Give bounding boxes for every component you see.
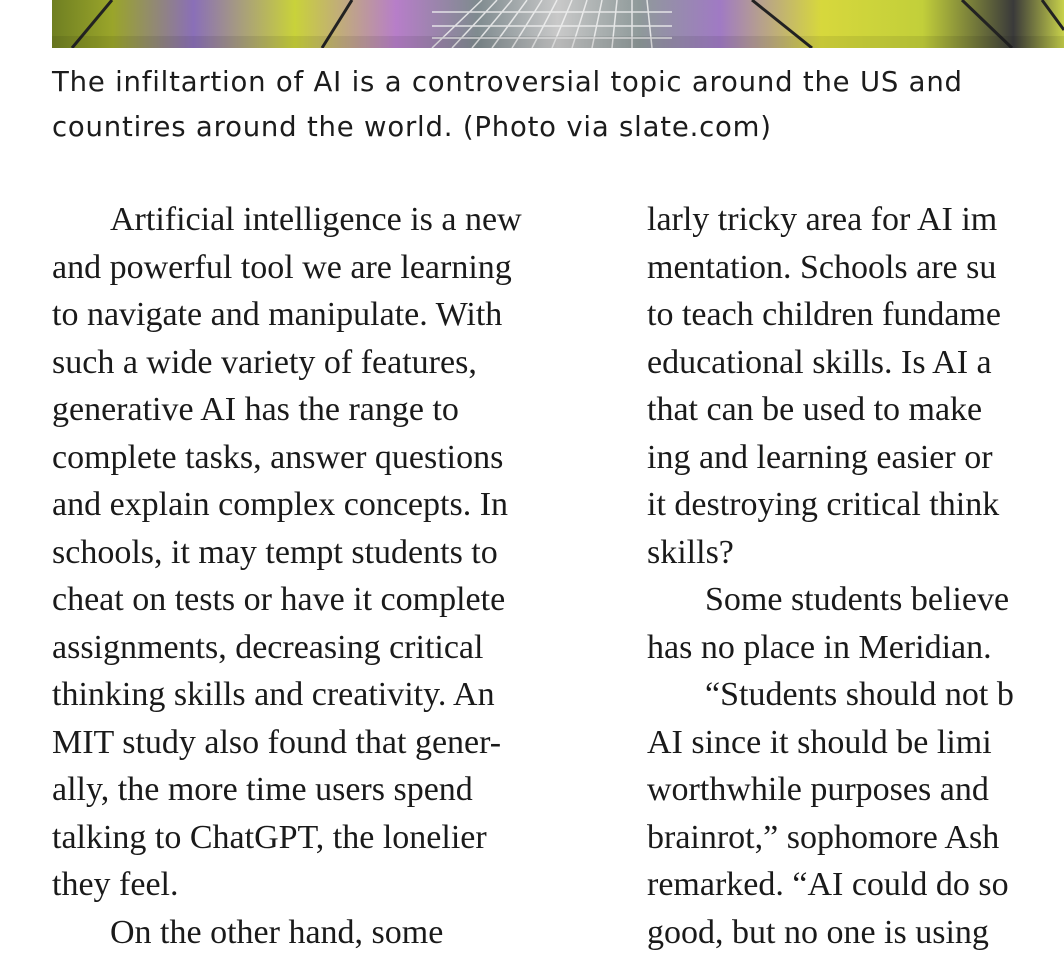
paragraph-line: On the other hand, some: [52, 909, 604, 956]
paragraph-line: skills?: [647, 529, 1064, 577]
paragraph-line: such a wide variety of features,: [52, 339, 604, 387]
paragraph-line: schools, it may tempt students to: [52, 529, 604, 577]
caption-line: countires around the world. (Photo via slate.com): [52, 105, 1064, 150]
article-photo: [52, 0, 1064, 48]
paragraph-line: good, but no one is using: [647, 909, 1064, 956]
paragraph-line: ally, the more time users spend: [52, 766, 604, 814]
paragraph-line: brainrot,” sophomore Ash: [647, 814, 1064, 862]
article-column-right: [647, 196, 1064, 956]
paragraph-line: talking to ChatGPT, the lonelier: [52, 814, 604, 862]
photo-graphic: [52, 0, 1064, 48]
paragraph-line: educational skills. Is AI a: [647, 339, 1064, 387]
paragraph-line: ing and learning easier or: [647, 434, 1064, 482]
paragraph-line: complete tasks, answer questions: [52, 434, 604, 482]
article-column-left: [52, 196, 604, 956]
paragraph-line: to teach children fundame: [647, 291, 1064, 339]
paragraph-line: Some students believe: [647, 576, 1064, 624]
paragraph-line: MIT study also found that gener-: [52, 719, 604, 767]
caption-line: The infiltartion of AI is a controversial topic around the US and: [52, 60, 1064, 105]
paragraph-line: AI since it should be limi: [647, 719, 1064, 767]
paragraph-line: mentation. Schools are su: [647, 244, 1064, 292]
paragraph-line: thinking skills and creativity. An: [52, 671, 604, 719]
paragraph-line: larly tricky area for AI im: [647, 196, 1064, 244]
paragraph-line: worthwhile purposes and: [647, 766, 1064, 814]
paragraph-line: assignments, decreasing critical: [52, 624, 604, 672]
paragraph-line: they feel.: [52, 861, 604, 909]
paragraph-line: and explain complex concepts. In: [52, 481, 604, 529]
paragraph-line: generative AI has the range to: [52, 386, 604, 434]
paragraph-line: it destroying critical think: [647, 481, 1064, 529]
paragraph-line: that can be used to make: [647, 386, 1064, 434]
paragraph-line: has no place in Meridian.: [647, 624, 1064, 672]
paragraph-line: cheat on tests or have it complete: [52, 576, 604, 624]
paragraph-line: to navigate and manipulate. With: [52, 291, 604, 339]
paragraph-line: remarked. “AI could do so: [647, 861, 1064, 909]
paragraph-line: and powerful tool we are learning: [52, 244, 604, 292]
photo-caption: [52, 60, 1064, 150]
paragraph-line: “Students should not b: [647, 671, 1064, 719]
paragraph-line: Artificial intelligence is a new: [52, 196, 604, 244]
